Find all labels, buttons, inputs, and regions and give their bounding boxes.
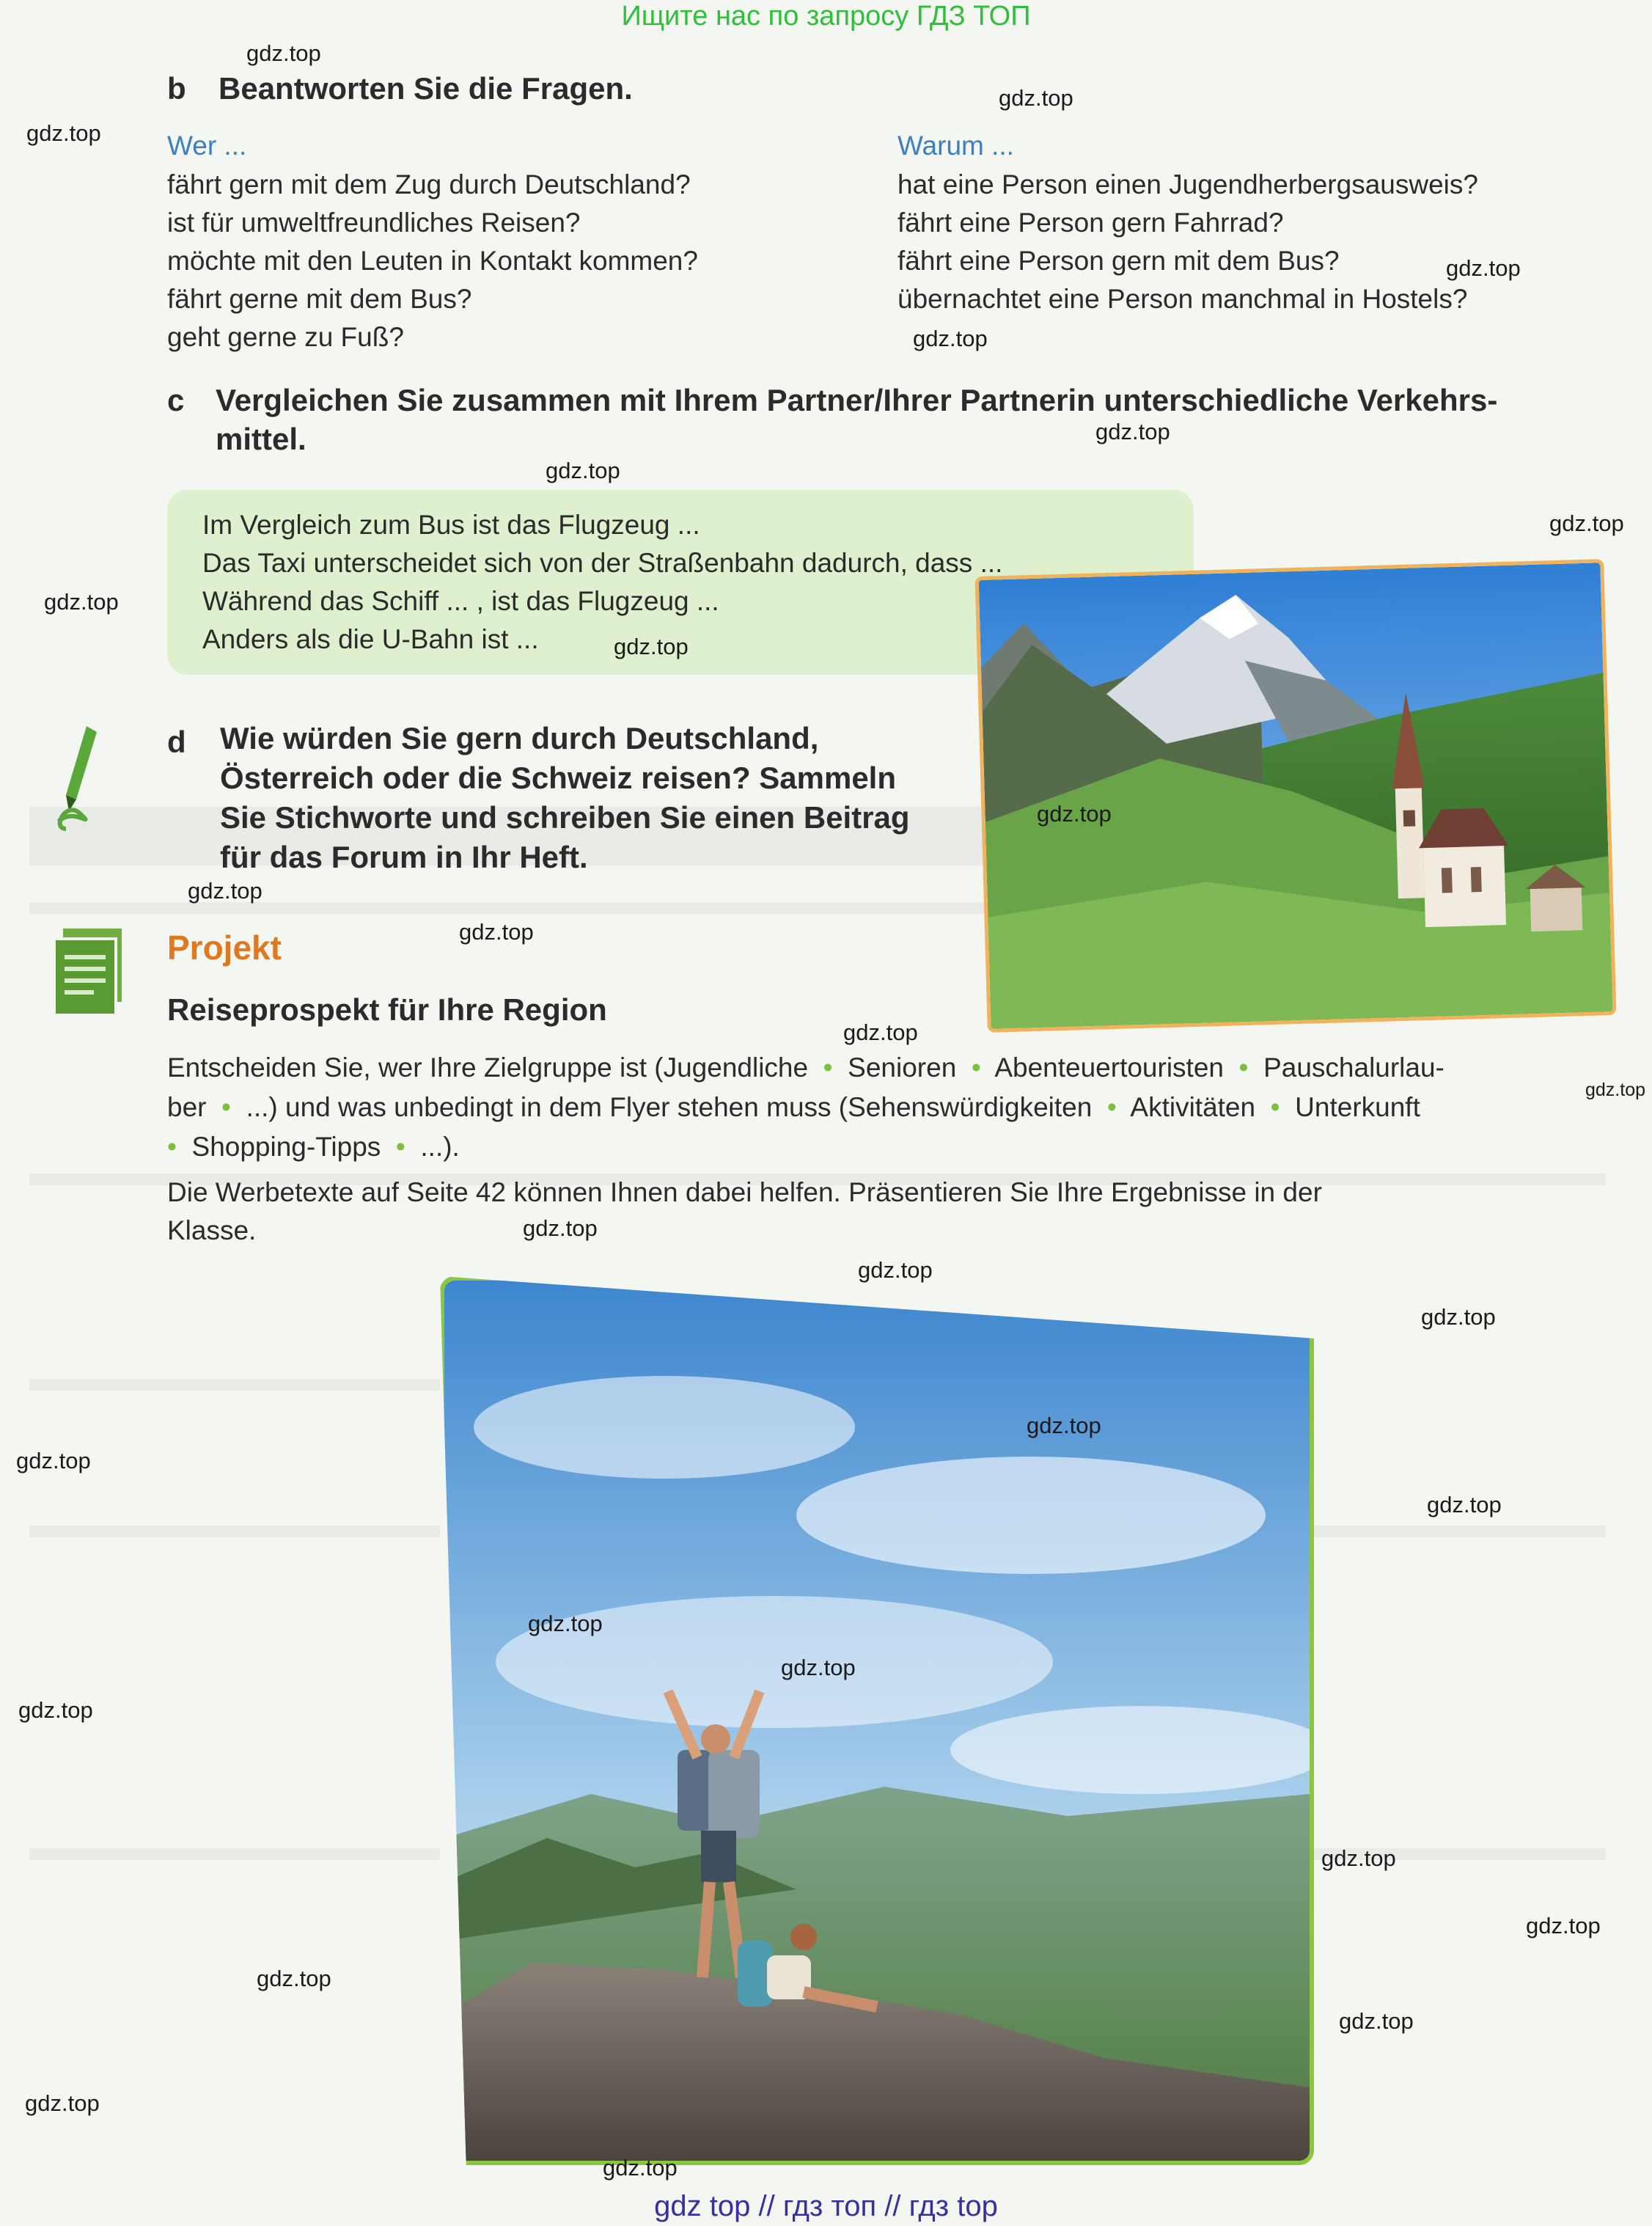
watermark: gdz.top <box>459 919 534 945</box>
hikers-landscape-illustration <box>444 1281 1310 2161</box>
task-b-right-list <box>897 166 1478 318</box>
watermark: gdz.top <box>16 1448 91 1473</box>
tag: Unterkunft <box>1295 1092 1420 1122</box>
para-line: Die Werbetexte auf Seite 42 können Ihnen dabei helfen. Präsentieren Sie Ihre Ergebnisse in der <box>167 1177 1322 1207</box>
reverse-text <box>29 1526 440 1537</box>
task-c-letter: c <box>167 383 185 417</box>
reverse-text <box>29 1379 440 1391</box>
watermark: gdz.top <box>1526 1913 1601 1938</box>
task-b-right-label: Warum ... <box>897 131 1014 161</box>
bullet-dot: • <box>1231 1052 1256 1083</box>
text-run: Shopping-Tipps <box>191 1132 381 1162</box>
tag: Senioren <box>848 1052 957 1083</box>
reverse-text <box>1313 1526 1606 1537</box>
list-item: übernachtet eine Person manchmal in Hostels? <box>897 284 1468 314</box>
top-banner: Ищите нас по запросу ГДЗ ТОП <box>621 1 1031 32</box>
watermark: gdz.top <box>603 2155 678 2181</box>
watermark: gdz.top <box>546 458 620 483</box>
task-b-left-label: Wer ... <box>167 131 247 161</box>
photo-hikers-summit <box>440 1276 1314 2165</box>
para-line <box>167 1088 1604 1127</box>
watermark: gdz.top <box>25 2090 100 2116</box>
watermark: gdz.top <box>843 1019 918 1045</box>
list-item: fährt eine Person gern mit dem Bus? <box>897 246 1340 276</box>
task-d-line: Sie Stichworte und schreiben Sie einen Beitrag <box>220 800 910 835</box>
phrase-line: Anders als die U-Bahn ist ... <box>202 624 539 654</box>
watermark: gdz.top <box>1095 419 1170 444</box>
phrase-line: Das Taxi unterscheidet sich von der Straßenbahn dadurch, dass ... <box>202 548 1003 578</box>
bullet-dot: • <box>963 1052 989 1083</box>
bullet-dot: • <box>1263 1092 1288 1122</box>
watermark: gdz.top <box>246 40 321 66</box>
watermark: gdz.top <box>1585 1080 1646 1100</box>
phrase-line: Während das Schiff ... , ist das Flugzeug ... <box>202 586 719 616</box>
projekt-label: Projekt <box>167 929 282 967</box>
document-stack-icon <box>48 926 128 1017</box>
bullet-dot: • <box>167 1132 185 1162</box>
bullet-dot: • <box>1099 1092 1125 1122</box>
task-c-heading-1: Vergleichen Sie zusammen mit Ihrem Partner/Ihrer Partnerin unterschiedliche Verkehrs- <box>216 383 1498 417</box>
list-item: fährt eine Person gern Fahrrad? <box>897 208 1284 238</box>
task-d-line: Wie würden Sie gern durch Deutschland, <box>220 721 819 755</box>
task-c-heading-2: mittel. <box>216 422 306 456</box>
watermark: gdz.top <box>26 120 101 146</box>
list-item: ist für umweltfreundliches Reisen? <box>167 208 581 238</box>
task-d-line: Österreich oder die Schweiz reisen? Sammeln <box>220 761 897 795</box>
watermark: gdz.top <box>1421 1304 1496 1330</box>
bullet-dot: • <box>388 1132 414 1162</box>
task-d-text <box>220 719 910 877</box>
alpine-landscape-illustration <box>979 563 1613 1028</box>
watermark: gdz.top <box>1339 2008 1414 2034</box>
tag: Aktivitäten <box>1130 1092 1256 1122</box>
text-run: ...). <box>420 1132 460 1162</box>
tag: Pauschalurlau- <box>1263 1052 1444 1083</box>
bottom-banner: gdz top // гдз топ // гдз top <box>654 2190 998 2222</box>
para-line <box>167 1049 1604 1087</box>
watermark: gdz.top <box>1549 510 1624 536</box>
para-line <box>167 1128 1604 1166</box>
text-run: Entscheiden Sie, wer Ihre Zielgruppe ist (Jugendliche <box>167 1052 809 1083</box>
bullet-dot: • <box>815 1052 840 1083</box>
list-item: hat eine Person einen Jugendherbergsausweis? <box>897 169 1478 199</box>
projekt-paragraph-2 <box>167 1174 1604 1250</box>
watermark: gdz.top <box>1446 255 1521 281</box>
reverse-text <box>29 1848 440 1860</box>
text-run: ber <box>167 1092 207 1122</box>
watermark: gdz.top <box>523 1215 598 1241</box>
watermark: gdz.top <box>614 634 689 659</box>
watermark: gdz.top <box>1427 1492 1502 1517</box>
phrase-line: Im Vergleich zum Bus ist das Flugzeug ... <box>202 510 700 540</box>
bullet-dot: • <box>213 1092 239 1122</box>
watermark: gdz.top <box>1027 1413 1101 1438</box>
task-b-letter: b <box>167 71 186 106</box>
watermark: gdz.top <box>781 1655 856 1680</box>
watermark: gdz.top <box>1037 801 1112 827</box>
pencil-icon <box>44 719 110 836</box>
watermark: gdz.top <box>913 326 988 351</box>
task-b-left-list <box>167 166 698 356</box>
watermark: gdz.top <box>257 1966 331 1991</box>
list-item: möchte mit den Leuten in Kontakt kommen? <box>167 246 698 276</box>
text-run: ...) und was unbedingt in dem Flyer stehen muss (Sehenswürdigkeiten <box>246 1092 1093 1122</box>
list-item: geht gerne zu Fuß? <box>167 322 404 352</box>
watermark: gdz.top <box>528 1611 603 1636</box>
watermark: gdz.top <box>188 878 263 904</box>
photo-alpine-church <box>974 559 1616 1033</box>
list-item: fährt gerne mit dem Bus? <box>167 284 472 314</box>
watermark: gdz.top <box>44 589 119 615</box>
watermark: gdz.top <box>1321 1845 1396 1871</box>
projekt-paragraph-1 <box>167 1049 1604 1166</box>
projekt-title: Reiseprospekt für Ihre Region <box>167 992 607 1027</box>
watermark: gdz.top <box>999 85 1073 111</box>
para-line: Klasse. <box>167 1215 257 1245</box>
list-item: fährt gern mit dem Zug durch Deutschland? <box>167 169 691 199</box>
task-d-line: für das Forum in Ihr Heft. <box>220 840 588 874</box>
task-b-heading: Beantworten Sie die Fragen. <box>219 71 633 106</box>
task-d-letter: d <box>167 725 186 759</box>
watermark: gdz.top <box>858 1257 933 1283</box>
watermark: gdz.top <box>18 1697 93 1723</box>
tag: Abenteuertouristen <box>994 1052 1224 1083</box>
